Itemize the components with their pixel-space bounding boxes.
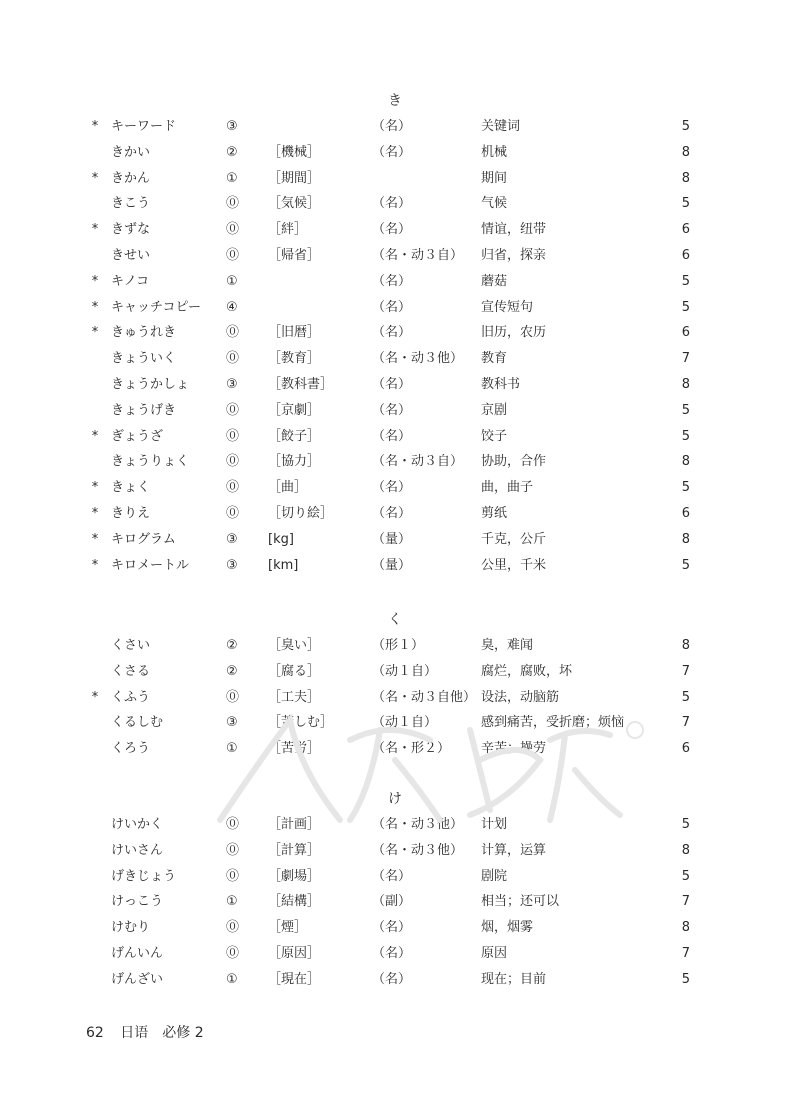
vocab-entry [0,427,800,447]
new-word-star: * [91,429,99,444]
vocab-entry [0,323,800,343]
lesson-number: 7 [681,946,690,961]
vocab-entry [0,452,800,472]
reading: キノコ [111,274,150,289]
kanji: ［劇場］ [268,869,321,884]
lesson-number: 8 [681,377,690,392]
vocab-entry [0,713,800,733]
reading: けいさん [111,843,164,858]
vocab-entry [0,530,800,550]
vocab-entry [0,194,800,214]
vocab-entry [0,117,800,137]
vocab-entry [0,662,800,682]
vocab-entry [0,636,800,656]
vocab-entry [0,349,800,369]
part-of-speech: （名） [372,920,412,935]
accent-mark: ① [226,741,238,756]
vocab-entry [0,220,800,240]
meaning: 归省，探亲 [481,248,547,263]
lesson-number: 5 [681,274,690,289]
meaning: 剧院 [481,869,508,884]
new-word-star: * [91,480,99,495]
meaning: 感到痛苦，受折磨；烦恼 [481,715,625,730]
meaning: 教育 [481,351,508,366]
kanji: ［教育］ [268,351,321,366]
reading: げんいん [111,946,164,961]
vocab-entry [0,841,800,861]
accent-mark: ⓪ [226,325,240,340]
reading: キログラム [111,532,176,547]
part-of-speech: （名・动３他） [372,843,464,858]
meaning: 公里，千米 [481,558,547,573]
kanji: ［機械］ [268,145,321,160]
accent-mark: ③ [226,119,238,134]
reading: くろう [111,741,151,756]
kanji: ［期間］ [268,171,321,186]
kanji: ［計画］ [268,817,321,832]
kanji: ［教科書］ [268,377,334,392]
accent-mark: ② [226,664,238,679]
kanji: ［現在］ [268,972,321,987]
accent-mark: ① [226,274,238,289]
accent-mark: ⓪ [226,480,240,495]
reading: くさい [111,638,151,653]
part-of-speech: （名） [372,429,412,444]
part-of-speech: （名・动３自他） [372,690,477,705]
vocab-entry [0,375,800,395]
part-of-speech: （名） [372,377,412,392]
meaning: 协助，合作 [481,454,547,469]
part-of-speech: （名） [372,972,412,987]
part-of-speech: （动１自） [372,664,438,679]
accent-mark: ③ [226,558,238,573]
reading: きょういく [111,351,177,366]
vocab-entry [0,970,800,990]
kanji: ［計算］ [268,843,321,858]
accent-mark: ⓪ [226,196,240,211]
kanji: ［絆］ [268,222,308,237]
kanji: ［京劇］ [268,403,321,418]
book-title: 日语 必修 2 [120,1025,204,1041]
lesson-number: 5 [681,690,690,705]
accent-mark: ① [226,972,238,987]
vocab-entry [0,944,800,964]
vocab-entry [0,556,800,576]
reading: くさる [111,664,151,679]
kanji: ［協力］ [268,454,321,469]
meaning: 腐烂，腐败，坏 [481,664,573,679]
new-word-star: * [91,300,99,315]
part-of-speech: （名・动３他） [372,817,464,832]
accent-mark: ① [226,894,238,909]
new-word-star: * [91,274,99,289]
reading: きょうげき [111,403,177,418]
kanji: ［苦労］ [268,741,321,756]
meaning: 期间 [481,171,508,186]
meaning: 京剧 [481,403,508,418]
new-word-star: * [91,119,99,134]
vocab-entry [0,867,800,887]
kanji: ［結構］ [268,894,321,909]
new-word-star: * [91,690,99,705]
accent-mark: ④ [226,300,238,315]
vocab-entry [0,918,800,938]
accent-mark: ⓪ [226,454,240,469]
lesson-number: 5 [681,817,690,832]
part-of-speech: （量） [372,532,412,547]
meaning: 计划 [481,817,508,832]
accent-mark: ② [226,145,238,160]
accent-mark: ⓪ [226,690,240,705]
vocab-entry [0,504,800,524]
section-heading: く [388,612,402,628]
accent-mark: ⓪ [226,403,240,418]
part-of-speech: （名） [372,196,412,211]
accent-mark: ⓪ [226,817,240,832]
reading: きこう [111,196,151,211]
meaning: 饺子 [481,429,508,444]
vocab-entry [0,246,800,266]
kanji: ［臭い］ [268,638,321,653]
meaning: 千克，公斤 [481,532,547,547]
lesson-number: 8 [681,638,690,653]
lesson-number: 7 [681,715,690,730]
reading: げきじょう [111,869,177,884]
part-of-speech: （名） [372,480,412,495]
lesson-number: 5 [681,480,690,495]
lesson-number: 5 [681,869,690,884]
reading: ぎょうざ [111,429,164,444]
accent-mark: ⓪ [226,429,240,444]
new-word-star: * [91,506,99,521]
part-of-speech: （名） [372,119,412,134]
lesson-number: 5 [681,558,690,573]
meaning: 剪纸 [481,506,508,521]
vocab-entry [0,739,800,759]
meaning: 宣传短句 [481,300,534,315]
lesson-number: 7 [681,351,690,366]
accent-mark: ③ [226,715,238,730]
vocab-entry [0,688,800,708]
meaning: 臭，难闻 [481,638,534,653]
part-of-speech: （名・动３他） [372,351,464,366]
vocab-entry [0,143,800,163]
meaning: 计算，运算 [481,843,547,858]
accent-mark: ⓪ [226,843,240,858]
accent-mark: ⓪ [226,506,240,521]
kanji: ［原因］ [268,946,321,961]
vocab-entry [0,478,800,498]
reading: きずな [111,222,151,237]
section-heading: け [388,791,402,807]
kanji: ［腐る］ [268,664,321,679]
kanji: ［餃子］ [268,429,321,444]
accent-mark: ⓪ [226,222,240,237]
meaning: 原因 [481,946,508,961]
lesson-number: 5 [681,972,690,987]
accent-mark: ③ [226,532,238,547]
reading: きりえ [111,506,151,521]
meaning: 旧历，农历 [481,325,547,340]
new-word-star: * [91,558,99,573]
vocab-entry [0,272,800,292]
lesson-number: 5 [681,403,690,418]
reading: キャッチコピー [111,300,201,315]
lesson-number: 6 [681,506,690,521]
reading: くふう [111,690,151,705]
reading: きせい [111,248,151,263]
reading: きょうかしょ [111,377,190,392]
kanji: ［工夫］ [268,690,321,705]
kanji: ［煙］ [268,920,308,935]
lesson-number: 8 [681,920,690,935]
meaning: 情谊，纽带 [481,222,547,237]
part-of-speech: （形１） [372,638,425,653]
part-of-speech: （名） [372,946,412,961]
part-of-speech: （名・动３自） [372,248,464,263]
meaning: 相当；还可以 [481,894,560,909]
meaning: 辛苦；操劳 [481,741,547,756]
kanji: [km] [268,558,299,573]
part-of-speech: （名） [372,145,412,160]
meaning: 曲，曲子 [481,480,534,495]
reading: きょく [111,480,151,495]
part-of-speech: （名・动３自） [372,454,464,469]
part-of-speech: （量） [372,558,412,573]
accent-mark: ① [226,171,238,186]
lesson-number: 8 [681,171,690,186]
kanji: ［気候］ [268,196,321,211]
part-of-speech: （名） [372,274,412,289]
accent-mark: ② [226,638,238,653]
lesson-number: 5 [681,196,690,211]
vocab-entry [0,169,800,189]
lesson-number: 5 [681,429,690,444]
part-of-speech: （名） [372,869,412,884]
kanji: ［旧暦］ [268,325,321,340]
lesson-number: 8 [681,532,690,547]
part-of-speech: （动１自） [372,715,438,730]
reading: キーワード [111,119,177,134]
reading: くるしむ [111,715,164,730]
vocab-entry [0,892,800,912]
vocab-entry [0,815,800,835]
reading: けむり [111,920,151,935]
meaning: 关键词 [481,119,521,134]
meaning: 机械 [481,145,508,160]
reading: きゅうれき [111,325,177,340]
accent-mark: ⓪ [226,920,240,935]
meaning: 气候 [481,196,508,211]
reading: けっこう [111,894,164,909]
kanji: [kg] [268,532,294,547]
kanji: ［曲］ [268,480,308,495]
part-of-speech: （名） [372,300,412,315]
lesson-number: 7 [681,894,690,909]
new-word-star: * [91,222,99,237]
reading: きかん [111,171,151,186]
part-of-speech: （名） [372,222,412,237]
accent-mark: ⓪ [226,869,240,884]
reading: けいかく [111,817,164,832]
lesson-number: 7 [681,664,690,679]
reading: げんざい [111,972,164,987]
meaning: 设法，动脑筋 [481,690,560,705]
lesson-number: 8 [681,454,690,469]
vocab-entry [0,401,800,421]
accent-mark: ③ [226,377,238,392]
accent-mark: ⓪ [226,351,240,366]
kanji: ［切り絵］ [268,506,334,521]
kanji: ［帰省］ [268,248,321,263]
lesson-number: 6 [681,248,690,263]
lesson-number: 6 [681,741,690,756]
new-word-star: * [91,532,99,547]
accent-mark: ⓪ [226,248,240,263]
meaning: 教科书 [481,377,521,392]
new-word-star: * [91,325,99,340]
lesson-number: 6 [681,222,690,237]
section-heading: き [388,93,402,109]
kanji: ［苦しむ］ [268,715,334,730]
accent-mark: ⓪ [226,946,240,961]
meaning: 蘑菇 [481,274,508,289]
lesson-number: 8 [681,843,690,858]
new-word-star: * [91,171,99,186]
vocab-entry [0,298,800,318]
lesson-number: 8 [681,145,690,160]
page-footer [86,1023,216,1043]
lesson-number: 5 [681,119,690,134]
reading: きかい [111,145,151,160]
part-of-speech: （名） [372,325,412,340]
part-of-speech: （名・形２） [372,741,451,756]
part-of-speech: （副） [372,894,412,909]
reading: きょうりょく [111,454,190,469]
part-of-speech: （名） [372,403,412,418]
meaning: 现在；目前 [481,972,547,987]
lesson-number: 5 [681,300,690,315]
lesson-number: 6 [681,325,690,340]
reading: キロメートル [111,558,190,573]
page-number: 62 [86,1025,104,1041]
part-of-speech: （名） [372,506,412,521]
meaning: 烟，烟雾 [481,920,534,935]
